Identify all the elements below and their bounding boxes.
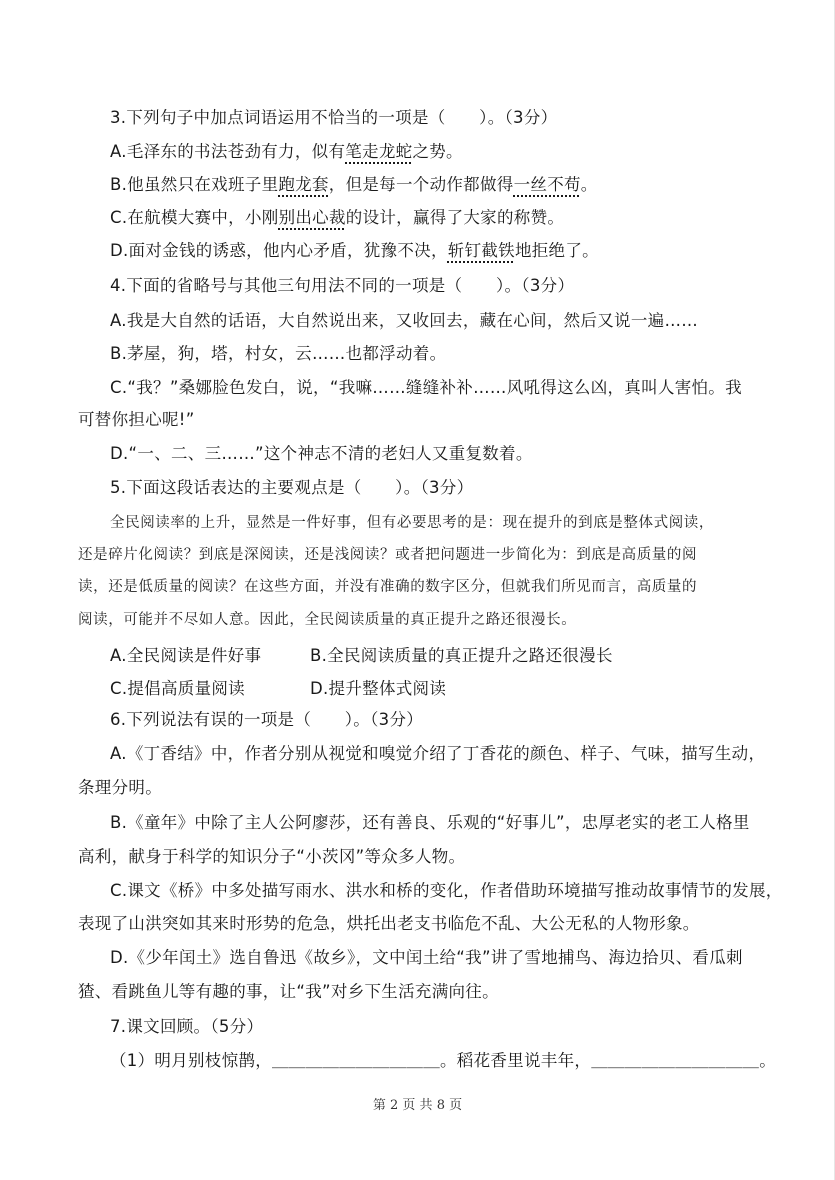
q3-option-a: A.毛泽东的书法苍劲有力，似有笔走龙蛇之势。 <box>110 142 463 161</box>
q4-option-c-line2: 可替你担心呢!” <box>78 410 195 429</box>
q5-stem: 5.下面这段话表达的主要观点是（ ）。（3分） <box>110 478 474 497</box>
q6-option-a-line1: A.《丁香结》中，作者分别从视觉和嗅觉介绍了丁香花的颜色、样子、气味，描写生动， <box>110 744 766 763</box>
q4-option-b: B.茅屋，狗，塔，村女，云……也都浮动着。 <box>110 344 447 363</box>
q3-option-d: D.面对金钱的诱惑，他内心矛盾，犹豫不决，斩钉截铁地拒绝了。 <box>110 241 599 260</box>
q5-option-a: A.全民阅读是件好事 <box>110 646 262 665</box>
q3-c-dotted-phrase: 别出心裁 <box>278 208 346 227</box>
q5-option-b: B.全民阅读质量的真正提升之路还很漫长 <box>310 646 613 665</box>
q3-b-dotted-phrase: 跑龙套 <box>278 175 329 194</box>
q6-option-b-line1: B.《童年》中除了主人公阿廖莎，还有善良、乐观的“好事儿”，忠厚老实的老工人格里 <box>110 813 750 832</box>
q6-option-a-line2: 条理分明。 <box>78 778 162 797</box>
q4-option-c-line1: C.“我？”桑娜脸色发白，说，“我嘛……缝缝补补……风吼得这么凶，真叫人害怕。我 <box>110 378 742 397</box>
page-footer: 第 2 页 共 8 页 <box>372 1098 463 1113</box>
q4-option-d: D.“一、二、三……”这个神志不清的老妇人又重复数着。 <box>110 444 533 463</box>
q6-option-c-line2: 表现了山洪突如其来时形势的危急，烘托出老支书临危不乱、大公无私的人物形象。 <box>78 914 700 933</box>
q4-stem: 4.下面的省略号与其他三句用法不同的一项是（ ）。（3分） <box>110 276 575 295</box>
q5-passage-line3: 读，还是低质量的阅读？在这些方面，并没有准确的数字区分，但就我们所见而言，高质量的 <box>78 579 698 595</box>
q3-option-c: C.在航模大赛中，小刚别出心裁的设计，赢得了大家的称赞。 <box>110 208 565 227</box>
q5-option-d: D.提升整体式阅读 <box>310 679 447 698</box>
q6-option-d-line1: D.《少年闰土》选自鲁迅《故乡》，文中闰土给“我”讲了雪地捕鸟、海边拾贝、看瓜刺 <box>110 948 743 967</box>
q6-option-c-line1: C.课文《桥》中多处描写雨水、洪水和桥的变化，作者借助环境描写推动故事情节的发展， <box>110 881 783 900</box>
q3-stem: 3.下列句子中加点词语运用不恰当的一项是（ ）。（3分） <box>110 108 558 127</box>
q5-passage-line1: 全民阅读率的上升，显然是一件好事，但有必要思考的是：现在提升的到底是整体式阅读， <box>110 515 714 531</box>
q5-passage-line2: 还是碎片化阅读？到底是深阅读，还是浅阅读？或者把问题进一步简化为：到底是高质量的阅 <box>78 547 698 563</box>
q7-stem: 7.课文回顾。（5分） <box>110 1017 264 1036</box>
q6-option-d-line2: 猹、看跳鱼儿等有趣的事，让“我”对乡下生活充满向往。 <box>78 982 499 1001</box>
q3-d-dotted-phrase: 斩钉截铁 <box>447 241 515 260</box>
q3-b-dotted-phrase-2: 一丝不苟 <box>513 175 581 194</box>
q3-a-dotted-phrase: 笔走龙蛇 <box>345 142 413 161</box>
q3-option-b: B.他虽然只在戏班子里跑龙套，但是每一个动作都做得一丝不苟。 <box>110 175 598 194</box>
q6-option-b-line2: 高利，献身于科学的知识分子“小茨冈”等众多人物。 <box>78 847 466 866</box>
q5-passage-line4: 阅读，可能并不尽如人意。因此，全民阅读质量的真正提升之路还很漫长。 <box>78 612 577 628</box>
q4-option-a: A.我是大自然的话语，大自然说出来，又收回去，藏在心间，然后又说一遍…… <box>110 311 699 330</box>
q7-fill-blank-1: （1）明月别枝惊鹊，＿＿＿＿＿＿＿＿＿＿。稻花香里说丰年，＿＿＿＿＿＿＿＿＿＿。 <box>110 1051 776 1070</box>
q5-option-c: C.提倡高质量阅读 <box>110 679 245 698</box>
q6-stem: 6.下列说法有误的一项是（ ）。（3分） <box>110 710 424 729</box>
